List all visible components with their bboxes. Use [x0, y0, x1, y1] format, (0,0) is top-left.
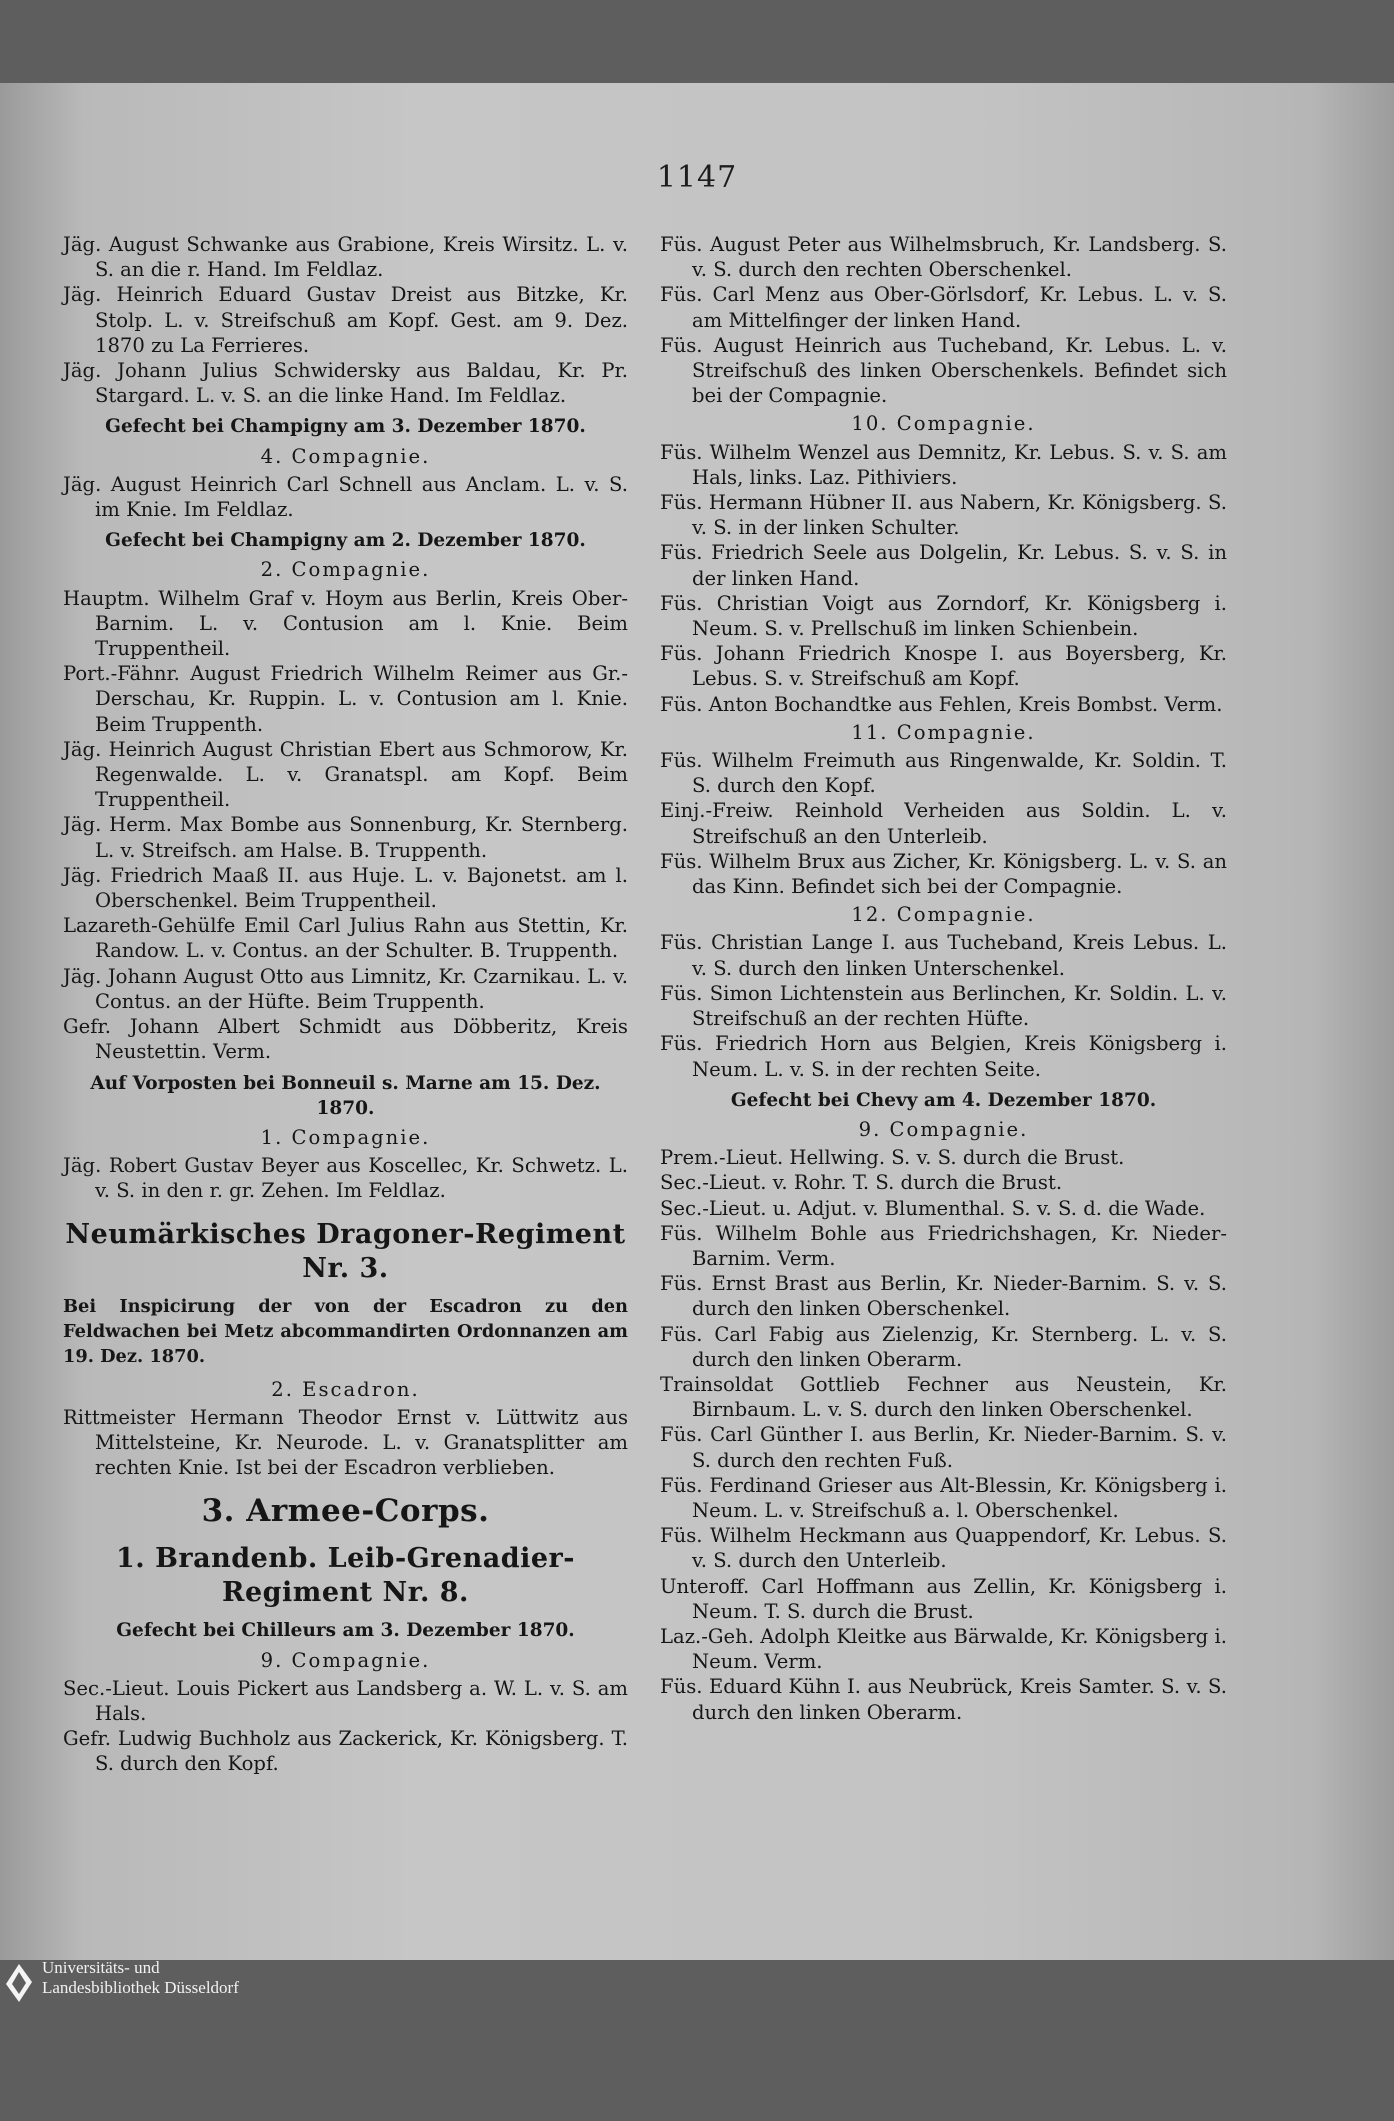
- casualty-entry: Füs. August Heinrich aus Tucheband, Kr. Lebus. L. v. Streifschuß des linken Oberschenkels. Befindet sich bei der Compagnie.: [660, 333, 1227, 408]
- company-heading: 9. Compagnie.: [858, 1117, 1029, 1141]
- casualty-entry: Jäg. August Heinrich Carl Schnell aus Anclam. L. v. S. im Knie. Im Feldlaz.: [63, 472, 628, 522]
- regiment-heading: Neumärkisches Dragoner-Regiment Nr. 3.: [65, 1218, 626, 1284]
- casualty-entry: Füs. Carl Fabig aus Zielenzig, Kr. Sternberg. L. v. S. durch den linken Oberarm.: [660, 1322, 1227, 1371]
- casualty-entry: Jäg. Herm. Max Bombe aus Sonnenburg, Kr. Sternberg. L. v. Streifsch. am Halse. B. Truppenth.: [63, 813, 628, 862]
- battle-heading: Gefecht bei Champigny am 2. Dezember 1870.: [105, 530, 586, 552]
- casualty-entry: Jäg. August Schwanke aus Grabione, Kreis Wirsitz. L. v. S. an die r. Hand. Im Feldlaz.: [63, 233, 628, 282]
- right-column: [660, 232, 1227, 1725]
- casualty-entry: Jäg. Heinrich Eduard Gustav Dreist aus Bitzke, Kr. Stolp. L. v. Streifschuß am Kopf. Gest. am 9. Dez. 1870 zu La Ferrieres.: [63, 283, 628, 357]
- casualty-entry: Füs. Wilhelm Brux aus Zicher, Kr. Königsberg. L. v. S. an das Kinn. Befindet sich bei der Compagnie.: [660, 849, 1227, 899]
- casualty-entry: Füs. Johann Friedrich Knospe I. aus Boyersberg, Kr. Lebus. S. v. Streifschuß am Kopf.: [660, 642, 1227, 691]
- casualty-entry: Laz.-Geh. Adolph Kleitke aus Bärwalde, Kr. Königsberg i. Neum. Verm.: [660, 1624, 1227, 1674]
- casualty-entry: Füs. Anton Bochandtke aus Fehlen, Kreis Bombst. Verm.: [660, 692, 1223, 716]
- company-heading: 4. Compagnie.: [260, 444, 431, 468]
- casualty-entry: Füs. August Peter aus Wilhelmsbruch, Kr. Landsberg. S. v. S. durch den rechten Oberschenkel.: [660, 233, 1227, 282]
- casualty-entry: Einj.-Freiw. Reinhold Verheiden aus Soldin. L. v. Streifschuß an den Unterleib.: [660, 799, 1227, 848]
- casualty-entry: Füs. Wilhelm Wenzel aus Demnitz, Kr. Lebus. S. v. S. am Hals, links. Laz. Pithiviers.: [660, 440, 1227, 489]
- library-name-line-2: Landesbibliothek Düsseldorf: [42, 1978, 239, 1997]
- casualty-entry: Füs. Christian Lange I. aus Tucheband, Kreis Lebus. L. v. S. durch den linken Unterschenkel.: [660, 931, 1227, 980]
- casualty-entry: Unteroff. Carl Hoffmann aus Zellin, Kr. Königsberg i. Neum. T. S. durch die Brust.: [660, 1574, 1227, 1623]
- casualty-entry: Füs. Carl Menz aus Ober-Görlsdorf, Kr. Lebus. L. v. S. am Mittelfinger der linken Hand.: [660, 283, 1227, 332]
- casualty-entry: Gefr. Ludwig Buchholz aus Zackerick, Kr. Königsberg. T. S. durch den Kopf.: [63, 1727, 628, 1776]
- battle-heading: Gefecht bei Champigny am 3. Dezember 1870.: [105, 416, 586, 438]
- battle-heading: Gefecht bei Chevy am 4. Dezember 1870.: [730, 1089, 1157, 1111]
- library-logo-icon: [4, 1962, 34, 2006]
- casualty-entry: Jäg. Johann August Otto aus Limnitz, Kr. Czarnikau. L. v. Contus. an der Hüfte. Beim Truppenth.: [63, 964, 628, 1013]
- regiment-heading: 1. Brandenb. Leib-Grenadier-Regiment Nr. 8.: [116, 1543, 575, 1609]
- casualty-entry: Füs. Friedrich Horn aus Belgien, Kreis Königsberg i. Neum. L. v. S. in der rechten Seite.: [660, 1032, 1227, 1081]
- casualty-entry: Füs. Wilhelm Bohle aus Friedrichshagen, Kr. Nieder-Barnim. Verm.: [660, 1221, 1227, 1270]
- casualty-entry: Jäg. Robert Gustav Beyer aus Koscellec, Kr. Schwetz. L. v. S. in den r. gr. Zehen. Im Feldlaz.: [63, 1154, 628, 1203]
- casualty-entry: Sec.-Lieut. u. Adjut. v. Blumenthal. S. v. S. d. die Wade.: [660, 1196, 1206, 1220]
- casualty-entry: Jäg. Johann Julius Schwidersky aus Baldau, Kr. Pr. Stargard. L. v. S. an die linke Hand. Im Feldlaz.: [63, 359, 628, 408]
- casualty-entry: Füs. Ernst Brast aus Berlin, Kr. Nieder-Barnim. S. v. S. durch den linken Oberschenkel.: [660, 1272, 1227, 1321]
- casualty-entry: Jäg. Friedrich Maaß II. aus Huje. L. v. Bajonetst. am l. Oberschenkel. Beim Truppentheil.: [63, 863, 628, 913]
- battle-heading: Gefecht bei Chilleurs am 3. Dezember 1870.: [116, 1620, 575, 1642]
- page-number: 1147: [656, 160, 738, 195]
- library-name: [42, 1958, 239, 1998]
- casualty-entry: Lazareth-Gehülfe Emil Carl Julius Rahn aus Stettin, Kr. Randow. L. v. Contus. an der Schulter. B. Truppenth.: [63, 914, 628, 963]
- company-heading: 2. Escadron.: [271, 1377, 420, 1401]
- casualty-entry: Jäg. Heinrich August Christian Ebert aus Schmorow, Kr. Regenwalde. L. v. Granatspl. am Kopf. Beim Truppentheil.: [63, 737, 628, 812]
- casualty-entry: Hauptm. Wilhelm Graf v. Hoym aus Berlin, Kreis Ober-Barnim. L. v. Contusion am l. Knie. Beim Truppentheil.: [63, 586, 628, 661]
- company-heading: 12. Compagnie.: [851, 903, 1036, 927]
- casualty-entry: Füs. Friedrich Seele aus Dolgelin, Kr. Lebus. S. v. S. in der linken Hand.: [660, 541, 1227, 590]
- casualty-entry: Füs. Ferdinand Grieser aus Alt-Blessin, Kr. Königsberg i. Neum. L. v. Streifschuß a. l. Oberschenkel.: [660, 1473, 1227, 1522]
- casualty-entry: Füs. Wilhelm Heckmann aus Quappendorf, Kr. Lebus. S. v. S. durch den Unterleib.: [660, 1524, 1227, 1573]
- company-heading: 9. Compagnie.: [260, 1648, 431, 1672]
- company-heading: 1. Compagnie.: [260, 1125, 431, 1149]
- casualty-entry: Sec.-Lieut. v. Rohr. T. S. durch die Brust.: [660, 1171, 1063, 1195]
- occasion-heading: Bei Inspicirung der von der Escadron zu den Feldwachen bei Metz abcommandirten Ordonnanzen am 19. Dez. 1870.: [63, 1295, 628, 1367]
- casualty-entry: Prem.-Lieut. Hellwing. S. v. S. durch die Brust.: [660, 1146, 1125, 1170]
- casualty-entry: Sec.-Lieut. Louis Pickert aus Landsberg a. W. L. v. S. am Hals.: [63, 1676, 628, 1725]
- casualty-entry: Füs. Christian Voigt aus Zorndorf, Kr. Königsberg i. Neum. S. v. Prellschuß im linken Schienbein.: [660, 591, 1227, 641]
- left-column: [63, 232, 628, 1777]
- library-name-line-1: Universitäts- und: [42, 1958, 160, 1977]
- casualty-entry: Port.-Fähnr. August Friedrich Wilhelm Reimer aus Gr.-Derschau, Kr. Ruppin. L. v. Contusion am l. Knie. Beim Truppenth.: [63, 662, 628, 736]
- casualty-entry: Füs. Hermann Hübner II. aus Nabern, Kr. Königsberg. S. v. S. in der linken Schulter.: [660, 491, 1227, 540]
- casualty-entry: Füs. Simon Lichtenstein aus Berlinchen, Kr. Soldin. L. v. Streifschuß an der rechten Hüfte.: [660, 981, 1227, 1031]
- casualty-entry: Füs. Eduard Kühn I. aus Neubrück, Kreis Samter. S. v. S. durch den linken Oberarm.: [660, 1675, 1227, 1724]
- casualty-entry: Füs. Wilhelm Freimuth aus Ringenwalde, Kr. Soldin. T. S. durch den Kopf.: [660, 749, 1227, 798]
- company-heading: 11. Compagnie.: [851, 720, 1036, 744]
- corps-heading: 3. Armee-Corps.: [201, 1493, 490, 1530]
- company-heading: 2. Compagnie.: [260, 558, 431, 582]
- casualty-entry: Trainsoldat Gottlieb Fechner aus Neustein, Kr. Birnbaum. L. v. S. durch den linken Oberschenkel.: [660, 1372, 1227, 1422]
- casualty-entry: Füs. Carl Günther I. aus Berlin, Kr. Nieder-Barnim. S. v. S. durch den rechten Fuß.: [660, 1423, 1227, 1472]
- company-heading: 10. Compagnie.: [851, 412, 1036, 436]
- casualty-entry: Gefr. Johann Albert Schmidt aus Döbberitz, Kreis Neustettin. Verm.: [63, 1015, 628, 1064]
- battle-heading: Auf Vorposten bei Bonneuil s. Marne am 15. Dez. 1870.: [90, 1072, 601, 1119]
- casualty-entry: Rittmeister Hermann Theodor Ernst v. Lüttwitz aus Mittelsteine, Kr. Neurode. L. v. Granatsplitter am rechten Knie. Ist bei der Escadron verblieben.: [63, 1405, 628, 1480]
